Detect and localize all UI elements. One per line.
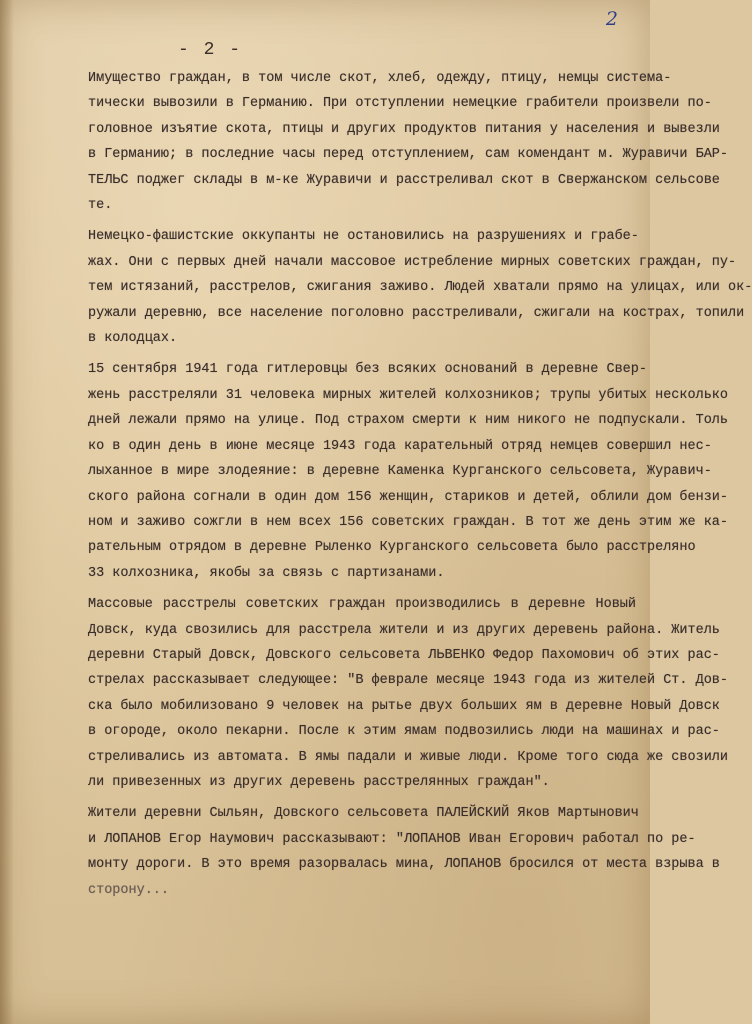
text-line: ска было мобилизовано 9 человек на рытье двух больших ям в деревне Новый Довск — [88, 698, 720, 714]
text-line: монту дороги. В это время разорвалась мина, ЛОПАНОВ бросился от места взрыва в — [88, 857, 720, 873]
text-line: Массовые расстрелы советских граждан производились в деревне Новый — [88, 597, 636, 613]
text-line: в колодцах. — [88, 331, 178, 347]
paragraph-sverzhen-kamenka — [88, 357, 729, 586]
text-line: деревни Старый Довск, Довского сельсовета ЛЬВЕНКО Федор Пахомович об этих рас- — [88, 647, 720, 663]
text-line: те. — [88, 198, 113, 214]
text-line: головное изъятие скота, птицы и других продуктов питания у населения и вывезли — [88, 121, 720, 137]
text-line: тически вывозили в Германию. При отступлении немецкие грабители произвели по- — [88, 96, 712, 112]
text-line: стрелах рассказывает следующее: "В феврале месяце 1943 года из жителей Ст. Дов- — [88, 673, 729, 689]
paper-edge-shadow — [0, 0, 14, 1024]
text-line: жах. Они с первых дней начали массовое истребление мирных советских граждан, пу- — [88, 254, 737, 270]
text-line: рательным отрядом в деревне Рыленко Курганского сельсовета было расстреляно — [88, 540, 696, 556]
text-line: ко в один день в июне месяце 1943 года карательный отряд немцев совершил нес- — [88, 438, 712, 454]
paragraph-sylyan-testimony — [88, 801, 720, 903]
text-line: лыханное в мире злодеяние: в деревне Каменка Курганского сельсовета, Журавич- — [88, 464, 712, 480]
text-line: Довск, куда свозились для расстрела жители и из других деревень района. Житель — [88, 622, 720, 638]
text-line: Имущество граждан, в том числе скот, хлеб, одежду, птицу, немцы система- — [88, 71, 672, 86]
text-line: 33 колхозника, якобы за связь с партизанами. — [88, 565, 445, 581]
text-line: сторону... — [88, 882, 170, 898]
text-line: ТЕЛЬС поджег склады в м-ке Журавичи и расстреливал скот в Свержанском сельсове — [88, 172, 720, 188]
text-line: и ЛОПАНОВ Егор Наумович рассказывают: "ЛОПАНОВ Иван Егорович работал по ре- — [88, 831, 696, 847]
text-line: Немецко-фашистские оккупанты не остановились на разрушениях и грабе- — [88, 229, 639, 245]
text-line: Жители деревни Сыльян, Довского сельсовета ПАЛЕЙСКИЙ Яков Мартынович — [88, 806, 639, 822]
text-line: ружали деревню, все население поголовно расстреливали, сжигали на кострах, топили — [88, 305, 745, 321]
text-line: ского района согнали в один дом 156 женщин, стариков и детей, облили дом бензи- — [88, 489, 729, 505]
text-line: ном и заживо сожгли в нем всех 156 советских граждан. В тот же день этим же ка- — [88, 514, 729, 530]
text-line: в огороде, около пекарни. После к этим ямам подвозились люди на машинах и рас- — [88, 724, 720, 740]
paragraph-mass-extermination — [88, 224, 752, 351]
page-number: - 2 - — [178, 40, 243, 60]
text-line: в Германию; в последние часы перед отступлением, сам комендант м. Журавичи БАР- — [88, 147, 729, 163]
text-line: ли привезенных из других деревень расстрелянных граждан". — [88, 774, 550, 790]
paragraph-novy-dovsk — [88, 592, 729, 795]
text-line: жень расстреляли 31 человека мирных жителей колхозников; трупы убитых несколько — [88, 387, 729, 403]
archive-sheet-number: 2 — [605, 8, 618, 30]
text-line: стреливались из автомата. В ямы падали и живые люди. Кроме того сюда же свозили — [88, 749, 729, 765]
text-line: дней лежали прямо на улице. Под страхом смерти к ним никого не подпускали. Толь — [88, 413, 729, 429]
text-line: 15 сентября 1941 года гитлеровцы без всяких оснований в деревне Свер- — [88, 362, 647, 378]
paragraph-property-seizure — [88, 66, 729, 218]
text-line: тем истязаний, расстрелов, сжигания заживо. Людей хватали прямо на улицах, или ок- — [88, 280, 752, 296]
document-body — [88, 66, 752, 903]
